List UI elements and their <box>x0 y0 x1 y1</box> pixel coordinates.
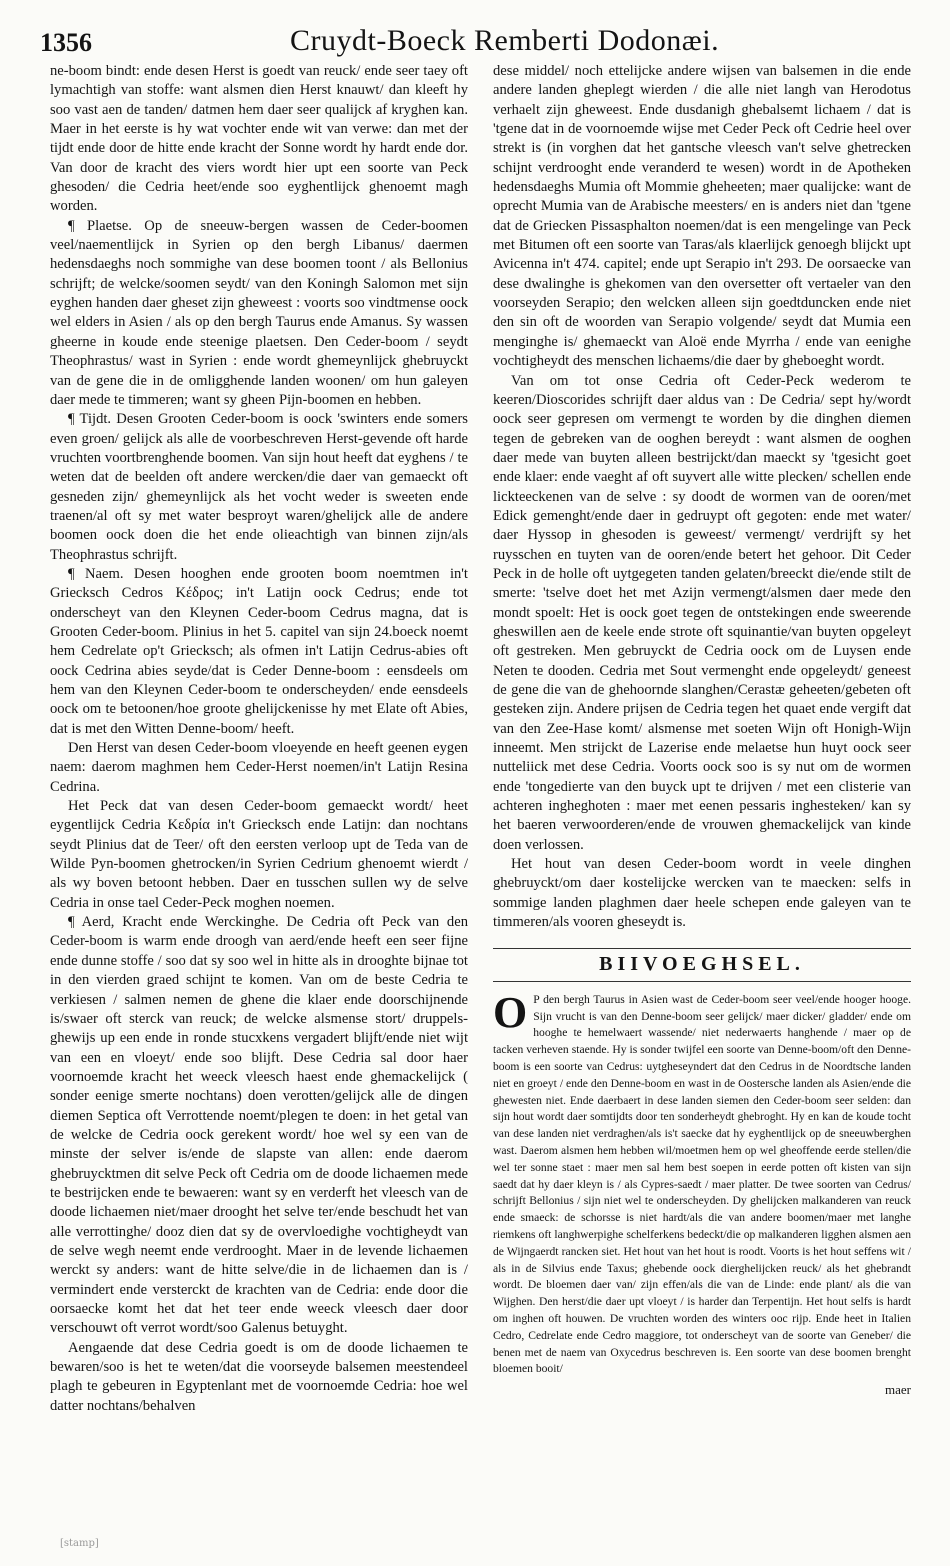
right-column <box>493 62 911 1399</box>
library-stamp: [stamp] <box>60 1538 99 1549</box>
paragraph-pitch: Het Peck dat van desen Ceder-boom gemaeckt wordt/ heet eygentlijck Cedria Κεδρία in't Griecksch ende Latijn: dan nochtans seydt Plinius dat de Teer/ oft den eersten verloop upt de Teda van de Wilde Pyn-boomen ghetrocken/in Syrien Cedrium ghenoemt wierdt / als wy boven betoont hebben. Daer en tusschen sullen wy de selve Cedria in onse tael Ceder-Peck moghen noemen. <box>50 798 468 911</box>
bijvoeghsel-heading: BIIVOEGHSEL. <box>493 948 911 981</box>
paragraph-resin: ne-boom bindt: ende desen Herst is goedt van reuck/ ende seer taey oft lymachtigh van stoffe: want alsmen dien Herst knauwt/ dan kleeft hy soo vast aen de tanden/ datmen hem daer seer qualijck af kryghen kan. Maer in het eerste is hy wat vochter ende wit van verwe: dan met der tijdt ende door de hitte ende kracht der Sonne wordt hy hardt ende dor. Van door de kracht des viers wordt hier upt een soorte van Peck ghesoden/ die Cedria heet/ende soo eyghentlijck ghenoemt magh worden. <box>50 63 468 215</box>
paragraph-wood: Het hout van desen Ceder-boom wordt in veele dinghen ghebruyckt/om daer kostelijcke wercken van te maecken: selfs in sommige landen plaghmen daer heele schepen ende galeyen van te timmeren/als vooren gheseydt is. <box>493 856 911 931</box>
left-column <box>50 62 468 1416</box>
catchword: maer <box>885 1382 911 1398</box>
page-number: 1356 <box>40 28 92 57</box>
paragraph-place: ¶ Plaetse. Op de sneeuw-bergen wassen de Ceder-boomen veel/naementlijck in Syrien op den bergh Libanus/ daermen hedensdaeghs noch sommighe van dese boomen toont / als Bellonius schrijft; de welcke/soomen seydt/ van den Koningh Salomon met sijn eyghen handen daer gheset zijn gheweest : voorts soo vindtmense oock wel elders in Asien / als op den bergh Taurus ende Amanus. Sy wassen gheerne in koude ende steenige plaetsen. Den Ceder-boom / seydt Theophrastus/ wast in Syrien : ende wordt ghemeynlijck ghebruyckt van de gene die in de omligghende landen woonen/ om hun galeyen daer mede te timmeren; want sy gheen Pijn-boomen en hebben. <box>50 217 468 408</box>
paragraph-embalming: Aengaende dat dese Cedria goedt is om de doode lichaemen te bewaren/soo is het te weten/dat die voorseyde balsemen meestendeel plagh te gebeuren in Egyptenlant met de voornoemde Cedria: hoe wel datter nochtans/behalven <box>50 1339 468 1414</box>
bijvoeghsel-body <box>493 987 911 1378</box>
paragraph-resin-name: Den Herst van desen Ceder-boom vloeyende en heeft geenen eygen naem: daerom maghmen hem Ceder-Herst noemen/in't Latijn Resina Cedrina. <box>50 740 468 795</box>
running-title: Cruydt-Boeck Remberti Dodonæi. <box>290 24 720 57</box>
page-header <box>40 22 920 62</box>
bijvoeghsel-text: P den bergh Taurus in Asien wast de Ceder-boom seer veel/ende hooger hooge. Sijn vrucht is van den Denne-boom seer gelijck/ maer dicker/ gladder/ ende om hooghe te hemelwaert wassende/ niet nederwaerts hanghende / maer op de tacken verheven staende. Hy is sonder twijfel een soorte van Denne-boom/oft den Denne-boom is een soorte van Cedrus: uytgheseyndert dat den Cedrus in de Noordtsche landen niet en groeyt / ende den Denne-boom en wast in de Oostersche landen als Asien/ende die ghewesten niet. Ende daerbaert in dese landen siemen den Ceder-boom seer selden: dan sijn hout wordt daer somtijdts door ten sonderheydt ghebroght. Hy en kan de koude tocht van dese landen niet verdraghen/als is't saecke dat hy eyghentlijck op de sneeuwberghen wast. Daerom alsmen hem hebben wil/moetmen hem op wel gheoffende eerde stellen/die wel ter sonne staet : maer men sal hem best soepen in eerde potten oft kisten van sijn saedt dat hy daer kleyn is / als Cypres-saedt / maer platter. De twee soorten van Cedrus/ schrijft Bellonius / sijn niet wel te onderscheyden. Dy ghelijcken malkanderen van reuck ende smaeck: de schorsse is niet hardt/als die van andere boomen/maer met langhe riemkens oft langhwerpighe schelferkens bedeckt/die op malkanderen ligghen alsmen aen de Wijngaerdt rancken siet. Het hout van het hout is roodt. Voorts is het hout seffens wit / als in de Silvius ende Taxus; ghebende oock dierghelijcken reuck/ als het ghebrandt wordt. De bloemen daer van/ zijn effen/als die van de Linde: ende plant/ als die van Wijghen. Den herst/die daer upt vloeyt / is harder dan Terpentijn. Het hout selfs is hardt om inghen oft houwen. De vruchten worden des winters ooc rijp. Ende heet in Italien Cedro, Cedrelate ende Cedro maggiore, tot onderscheyt van de soorte van Geneber/ die benen met de naem van Oxycedrus beschreven is. Een soorte van dese boomen brenght bloemen booit/ <box>493 992 911 1376</box>
paragraph-name: ¶ Naem. Desen hooghen ende grooten boom noemtmen in't Griecksch Cedros Κέδρος; in't Latijn oock Cedrus; ende tot onderscheyt van den Kleynen Ceder-boom Cedrus magna, dat is Grooten Ceder-boom. Plinius in het 5. capitel van sijn 24.boeck noemt hem Cedrelate op't Griecksch; als ofmen in't Latijn Cedrus-abies oft oock Cedrina abies seyde/dat is Ceder Denne-boom : eensdeels om hem van den Kleynen Ceder-boom te onderscheyden/ ende eensdeels oock om te betoonen/hoe groote ghelijckenisse hy met Elate oft Abies, dat is met den Witten Denne-boom/ heeft. <box>50 565 468 737</box>
paragraph-dioscorides: Van om tot onse Cedria oft Ceder-Peck wederom te keeren/Dioscorides schrijft daer aldus van : De Cedria/ sept hy/wordt oock seer gepresen om vermengt te worden by die dinghen diemen tegen de gebreken van de ooghen bereydt : want alsmen de ooghen daer mede van buyten alleen bestrijckt/dan maeckt sy 'tgesicht goet ende klaer: ende vaeght af oft suyvert alle witte plecken/ schellen ende lickteeckenen van de selve : sy doodt de wormen van de ooren/met Edick gemenght/ende daer in gedruypt oft gegoten: ende met water/ daer Hyssop in ghesoden is geweest/ vermengt/ verdrijft sy het ruysschen en tuyten van de ooren/ende betert het gehoor. Dit Ceder Peck in de holle oft uytgegeten tanden gelaten/breeckt die/ende stilt de smerte: 'tselve doet het met Azijn vermengt/alsmen daer mede den mondt spoelt: Het is oock goet tegen de ontstekingen ende sweerende gheswillen aen de keele ende strote oft squinantie/van buyten opgeleyt oft gestreken. Men gebruyckt de Cedria oock om de Luysen ende Neten te dooden. Cedria met Sout vermenght ende opgeleydt/ geneest de gene die van de ghehoornde slanghen/Cerastæ geheeten/gebeten oft gesteken zijn. Andere prijsen de Cedria tegen het quaet ende vergift dat van den Zee-Hase komt/ alsmense met soeten Wijn oft Honigh-Wijn inneemt. Men strijckt de Lazerise ende melaetse hun huyt oock seer nutteliick met dese Cedria. Voorts oock soo is sy nut om de wormen ende 'tongedierte van den buyck upt te drijven / met een clisterie van achteren ingheghoten : maer met eenen pessaris inghesteken/ kan sy het baeren verwoorderen/ende de vrouwen ghemackelijck van kinde doen verlossen. <box>493 372 911 853</box>
paragraph-nature: ¶ Aerd, Kracht ende Werckinghe. De Cedria oft Peck van den Ceder-boom is warm ende droogh van aerd/ende heeft een seer fijne ende dunne stoffe / soo dat sy soo wel in hitte als in drooghte bijnae tot in den vierden graed schijnt te komen. Van om de beste Cedria te verkiesen / salmen nemen de ghene die klaer ende doorschijnende is/swaer oft sterck van reuck; de welcke alsmense stort/ druppels-ghewijs up een ende in ronde stucxkens vergadert blijft/ende niet wijt van een en vloeyt/ ende soo blijft. Dese Cedria sal door haer voornoemde kracht het weeck vleesch haest ende ghemackelijck ( sonder eenige smerte nochtans) doen verotten/gelijck alle de dingen diemen Septica oft Verrottende noemt/plegen te doen: in het getal van de welcke de Cedria oock gerekent wordt/ hoe wel sy een van de minste der selver is/ende de slapste van allen: ende daerom ghebruycktmen dit selve Peck oft Cedria om de doode lichaemen mede te bestrijcken ende te bewaeren: want sy en verderft het vleesch van de doode lichaemen niet/maer drooght het selve ter/ende beschudt het van alle verrottinghe/ dooz dien dat sy de overvloedighe vochtigheydt van de selve wegh neemt ende verdrooght. Maer in de levende lichaemen werckt sy anders: want de hitte selve/die in de lichaemen dan is / vermindert ende versterckt de krachten van de Cedria: ende door die oorsaecke komt het dat het teer ende weeck vleesch daer door verschouwt oft verrot wordt/soo Galenus betuyght. <box>50 914 468 1337</box>
paragraph-time: ¶ Tijdt. Desen Grooten Ceder-boom is oock 'swinters ende somers even groen/ gelijck als alle de voorbeschreven Herst-gevende oft harde vruchten voortbrenghende boomen. Van sijn hout heeft dat eyghens / te weten dat de beelden oft andere wercken/die daer van gemaeckt oft gesneden zijn/ ghemeynlijck als het vocht weder is sweeten ende traenen/al oft sy met water besproyt waren/ghelijck alle de andere boomen oock doen die het ende olieachtigh van binnen zijn/als Theophrastus schrijft. <box>50 411 468 563</box>
paragraph-mumia: dese middel/ noch ettelijcke andere wijsen van balsemen in die ende andere landen gheplegt wierden / die alle niet langh van Herodotus verhaelt zijn gheweest. Ende dusdanigh ghebalsemt lichaem / dat is 'tgene dat in de voornoemde wijse met Ceder Peck oft Cedrie heel over strekt is (in vorghen dat het gantsche vleesch van't selve ghetrecken schijnt verdrooght ende veranderd te wesen) wordt in de Apotheken hedensdaeghs Mumia oft Mommie gheheeten; maer qualijcke: want de oprecht Mumia van de Arabische meesters/ en is anders niet dan 'tgene dat de Griecken Pissasphalton noemen/dat is een mengelinge van Peck met Bitumen oft een soorte van Taras/als klaerlijck genoegh blijckt upt Avicenna in't 474. capitel; ende upt Serapio in't 293. De oorsaecke van dese dwalinghe is ghekomen van den oversetter oft vertaeler van den voorseyden Serapio; den welcken alleen sijn goedtduncken ende niet den sin oft de woorden van Serapio volgende/ seydt dat Mumia een menginghe is/ ghemaeckt van Aloë ende Myrrha / ende van eenighe vochtigheydt des menschen lichaems/die daer by gheboeght wordt. <box>493 63 911 370</box>
drop-cap: O <box>493 987 528 1037</box>
